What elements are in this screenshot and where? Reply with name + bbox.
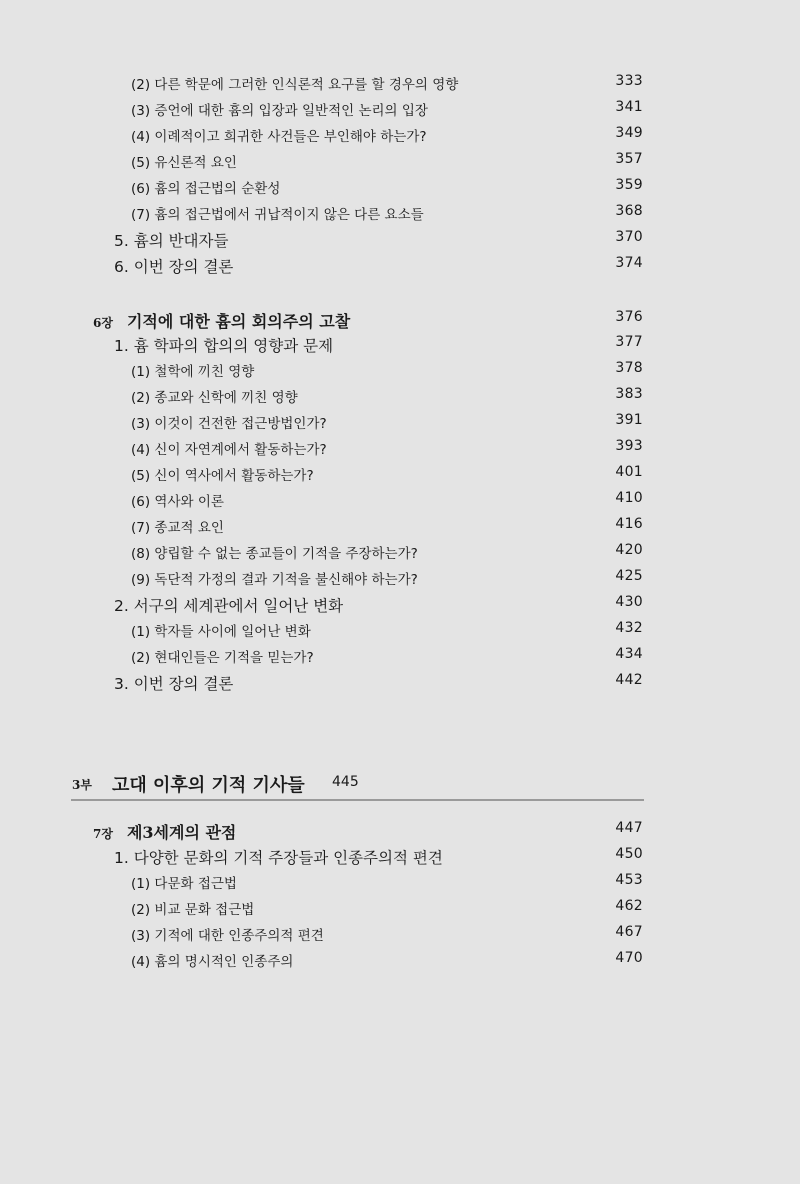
toc-entry — [0, 334, 800, 360]
toc-page-number: 393 — [615, 438, 643, 454]
toc-entry-title — [93, 309, 350, 332]
toc-entry-title: (4) 신이 자연계에서 활동하는가? — [131, 442, 327, 458]
toc-entry-title: (2) 비교 문화 접근법 — [131, 902, 255, 918]
toc-entry-title: (2) 현대인들은 기적을 믿는가? — [131, 650, 314, 666]
toc-entry — [0, 646, 800, 672]
toc-entry-title: (6) 흄의 접근법의 순환성 — [131, 181, 281, 197]
toc-entry — [0, 386, 800, 412]
toc-entry — [0, 620, 800, 646]
toc-entry-title: (1) 철학에 끼친 영향 — [131, 364, 255, 380]
toc-entry-title: (3) 기적에 대한 인종주의적 편견 — [131, 928, 324, 944]
toc-entry — [0, 73, 800, 99]
toc-page-number: 370 — [615, 229, 643, 245]
toc-entry — [0, 672, 800, 698]
toc-entry-title: (1) 학자들 사이에 일어난 변화 — [131, 624, 311, 640]
toc-entry-title: (7) 흄의 접근법에서 귀납적이지 않은 다른 요소들 — [131, 207, 424, 223]
toc-page-number: 430 — [615, 594, 643, 610]
toc-page-number: 447 — [615, 820, 643, 836]
toc-entry-title: 1. 다양한 문화의 기적 주장들과 인종주의적 편견 — [114, 849, 443, 867]
toc-entry — [0, 516, 800, 542]
toc-page-number: 359 — [615, 177, 643, 193]
toc-entry-title: (5) 유신론적 요인 — [131, 155, 237, 171]
toc-page-number: 425 — [615, 568, 643, 584]
toc-entry — [0, 412, 800, 438]
toc-entry — [0, 151, 800, 177]
toc-entry-title: 5. 흄의 반대자들 — [114, 232, 229, 250]
toc-entry — [0, 438, 800, 464]
toc-entry — [0, 846, 800, 872]
toc-entry — [0, 568, 800, 594]
toc-page-number: 453 — [615, 872, 643, 888]
toc-entry-title: (6) 역사와 이론 — [131, 494, 224, 510]
toc-page-number: 368 — [615, 203, 643, 219]
toc-entry — [0, 464, 800, 490]
toc-page-number: 434 — [615, 646, 643, 662]
toc-page-number: 401 — [615, 464, 643, 480]
toc-entry — [0, 255, 800, 281]
toc-entry — [0, 490, 800, 516]
toc-entry-title: (8) 양립할 수 없는 종교들이 기적을 주장하는가? — [131, 546, 418, 562]
chapter-number: 6장 — [93, 316, 113, 330]
toc-page-number: 391 — [615, 412, 643, 428]
toc-entry — [0, 898, 800, 924]
toc-page-number: 450 — [615, 846, 643, 862]
toc-entry — [0, 177, 800, 203]
toc-entry-title: (3) 증언에 대한 흄의 입장과 일반적인 논리의 입장 — [131, 103, 428, 119]
toc-entry — [0, 125, 800, 151]
toc-entry-title: (1) 다문화 접근법 — [131, 876, 237, 892]
chapter-number: 7장 — [93, 827, 113, 841]
toc-page-number: 374 — [615, 255, 643, 271]
toc-page-number: 420 — [615, 542, 643, 558]
toc-page-number: 462 — [615, 898, 643, 914]
toc-page-number: 333 — [615, 73, 643, 89]
toc-entry — [0, 594, 800, 620]
toc-entry-title: (2) 종교와 신학에 끼친 영향 — [131, 390, 298, 406]
toc-page-number: 349 — [615, 125, 643, 141]
toc-page-number: 470 — [615, 950, 643, 966]
toc-entry-title: 2. 서구의 세계관에서 일어난 변화 — [114, 597, 344, 615]
part-number: 3부 — [72, 778, 92, 792]
toc-entry — [0, 99, 800, 125]
toc-page-number: 341 — [615, 99, 643, 115]
part-page: 445 — [332, 774, 359, 790]
toc-entry-title — [93, 820, 236, 843]
chapter-title: 제3세계의 관점 — [126, 823, 237, 842]
toc-chapter — [0, 309, 800, 335]
toc-entry — [0, 924, 800, 950]
toc-page-number: 383 — [615, 386, 643, 402]
toc-entry — [0, 950, 800, 976]
toc-entry-title: 6. 이번 장의 결론 — [114, 258, 234, 276]
part-divider — [71, 799, 644, 801]
toc-entry — [0, 229, 800, 255]
toc-chapter — [0, 820, 800, 846]
toc-entry — [0, 360, 800, 386]
toc-entry-title: (9) 독단적 가정의 결과 기적을 불신해야 하는가? — [131, 572, 418, 588]
toc-entry-title: (2) 다른 학문에 그러한 인식론적 요구를 할 경우의 영향 — [131, 77, 459, 93]
toc-entry — [0, 542, 800, 568]
toc-entry — [0, 203, 800, 229]
toc-entry-title: (4) 흄의 명시적인 인종주의 — [131, 954, 294, 970]
toc-page-number: 357 — [615, 151, 643, 167]
chapter-title: 기적에 대한 흄의 회의주의 고찰 — [126, 312, 351, 331]
toc-page-number: 416 — [615, 516, 643, 532]
part-title: 고대 이후의 기적 기사들 — [112, 775, 305, 796]
toc-entry-title: 1. 흄 학파의 합의의 영향과 문제 — [114, 337, 334, 355]
toc-page-number: 432 — [615, 620, 643, 636]
toc-entry-title: (4) 이례적이고 희귀한 사건들은 부인해야 하는가? — [131, 129, 427, 145]
toc-entry-title: (3) 이것이 건전한 접근방법인가? — [131, 416, 327, 432]
toc-entry-title: 3. 이번 장의 결론 — [114, 675, 234, 693]
toc-page-number: 378 — [615, 360, 643, 376]
toc-page-number: 410 — [615, 490, 643, 506]
part-heading — [0, 771, 800, 801]
toc-page-number: 467 — [615, 924, 643, 940]
toc-entry-title: (7) 종교적 요인 — [131, 520, 224, 536]
toc-page-number: 376 — [615, 309, 643, 325]
toc-entry — [0, 872, 800, 898]
toc-page-number: 442 — [615, 672, 643, 688]
toc-page-number: 377 — [615, 334, 643, 350]
toc-entry-title: (5) 신이 역사에서 활동하는가? — [131, 468, 314, 484]
